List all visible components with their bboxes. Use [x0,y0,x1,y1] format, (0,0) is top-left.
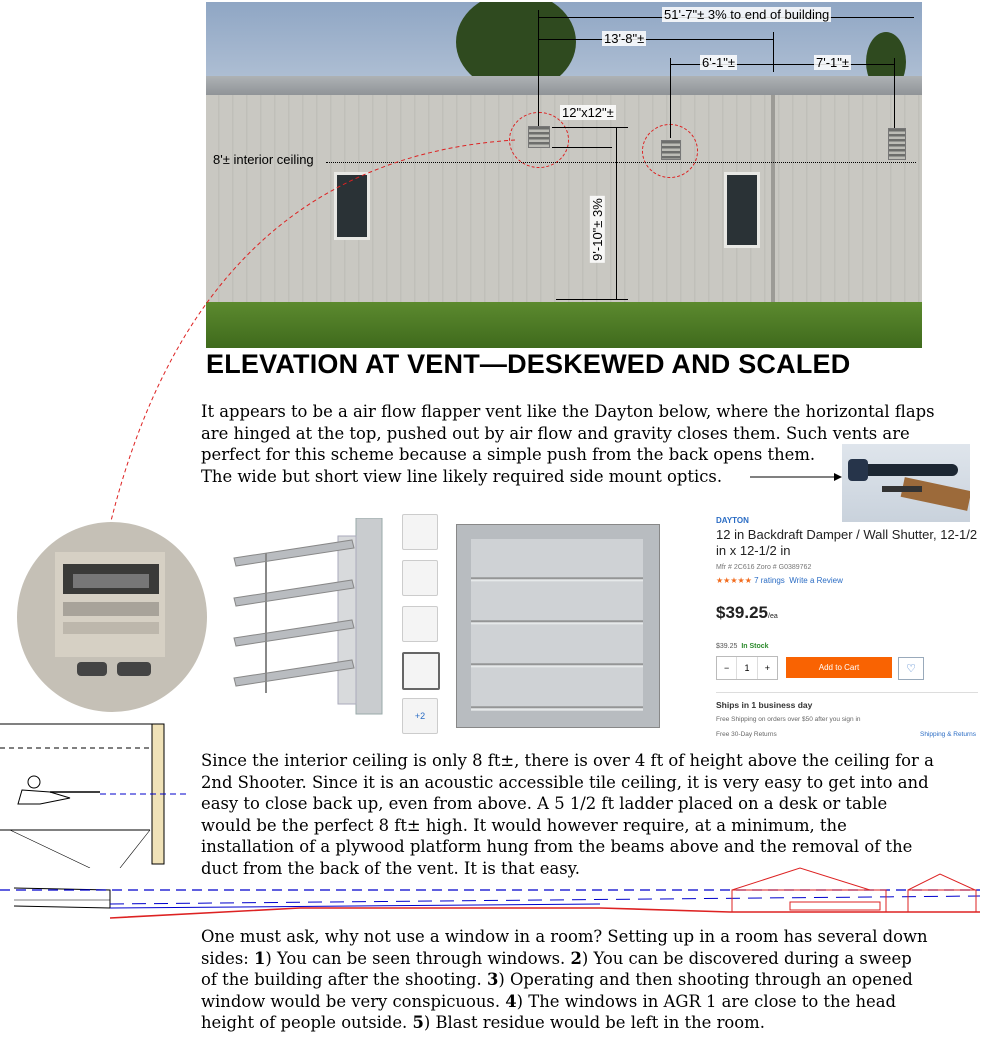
text-line [201,948,928,970]
shipping-returns-link[interactable]: Shipping & Returns [920,731,977,738]
add-to-cart-button[interactable]: Add to Cart [786,657,892,678]
ships-info: Ships in 1 business day [716,700,813,710]
free-shipping-text: Free Shipping on orders over $50 after you sign in [716,716,861,723]
dim-height-label: 9'-10"± 3% [589,198,605,261]
price-unit: /ea [768,613,778,620]
thumbnail[interactable] [402,606,438,642]
price-value: $39.25 [716,603,768,622]
dim-total-label: 51'-7"± 3% to end of building [664,7,830,22]
text-span: sides: [201,948,254,968]
product-price [716,603,778,623]
text-line: installation of a plywood platform hung from the beams above and the removal of the [201,837,913,856]
thumbnail[interactable] [402,514,438,550]
thumbnail[interactable] [402,560,438,596]
text-line: perfect for this scheme because a simple push from the back opens them. [201,445,816,464]
dim-13-label: 13'-8"± [604,31,645,46]
text-line: It appears to be a air flow flapper vent like the Dayton below, where the horizontal flaps [201,402,935,421]
dim-7-label: 7'-1"± [816,55,850,70]
product-brand[interactable]: DAYTON [716,516,749,525]
quantity-stepper [716,656,778,680]
text-line [201,1012,928,1034]
list-number: 5 [412,1013,424,1032]
text-line: are hinged at the top, pushed out by air flow and gravity closes them. Such vents are [201,423,910,443]
text-line [201,991,928,1013]
sightline-diagram [0,860,992,930]
paragraph-window [201,926,928,1034]
thumbnail-selected[interactable] [402,652,440,690]
qty-minus-button[interactable]: − [717,657,737,679]
thumbnail-more[interactable]: +2 [402,698,438,734]
returns-text: Free 30-Day Returns [716,731,777,738]
divider [716,692,978,693]
product-rating [716,576,843,585]
arrow-icon [750,470,842,484]
text-span: height of people outside. [201,1013,413,1032]
product-title: 12 in Backdraft Damper / Wall Shutter, 12-1/2 in x 12-1/2 in [716,527,978,558]
write-review-link[interactable]: Write a Review [789,576,843,585]
dim-6-label: 6'-1"± [702,55,736,70]
text-span: ) You can be seen through windows. [265,948,571,968]
stock-price: $39.25 [716,643,738,650]
list-number: 1 [254,948,266,968]
text-line: Since the interior ceiling is only 8 ft±, there is over 4 ft of height above the ceiling for a [201,751,934,770]
rating-count[interactable]: 7 ratings [754,576,785,585]
list-number: 4 [505,991,517,1011]
in-stock-label: In Stock [741,643,769,650]
text-line: easy to close back up, even from above. A 5 1/2 ft ladder placed on a desk or table [201,794,888,813]
shooter-sketch [0,718,200,868]
text-span: ) Blast residue would be left in the room. [423,1013,765,1032]
text-line: One must ask, why not use a window in a room? Setting up in a room has several down [201,927,928,946]
text-span: ) You can be discovered during a sweep [581,948,912,968]
text-span: of the building after the shooting. [201,970,487,989]
text-line [201,969,928,991]
product-model: Mfr # 2C616 Zoro # G0389762 [716,564,812,571]
text-line: The wide but short view line likely required side mount optics. [201,466,723,486]
product-panel [226,510,986,742]
damper-front-image [456,524,660,728]
text-span: ) The windows in AGR 1 are close to the head [516,991,896,1011]
vent-zoom-circle [17,522,207,712]
stock-status [716,643,769,650]
ceiling-label: 8'± interior ceiling [213,152,314,167]
favorite-heart-icon[interactable]: ♡ [898,657,924,680]
page-title: ELEVATION AT VENT—DESKEWED AND SCALED [206,349,851,379]
text-line: duct from the back of the vent. It is that easy. [201,858,580,878]
text-span: window would be very conspicuous. [201,991,506,1011]
rating-stars: ★★★★★ [716,576,752,585]
text-line: 2nd Shooter. Since it is an acoustic accessible tile ceiling, it is very easy to get into and [201,772,929,792]
qty-input[interactable]: 1 [737,657,757,679]
damper-side-image [226,518,386,718]
text-line: would be the perfect 8 ft± high. It would however require, at a minimum, the [201,815,847,835]
list-number: 3 [486,970,499,989]
list-number: 2 [570,948,582,968]
qty-plus-button[interactable]: + [764,663,770,673]
text-span: ) Operating and then shooting through an opened [498,970,913,989]
dim-vent-label: 12"x12"± [562,105,614,120]
